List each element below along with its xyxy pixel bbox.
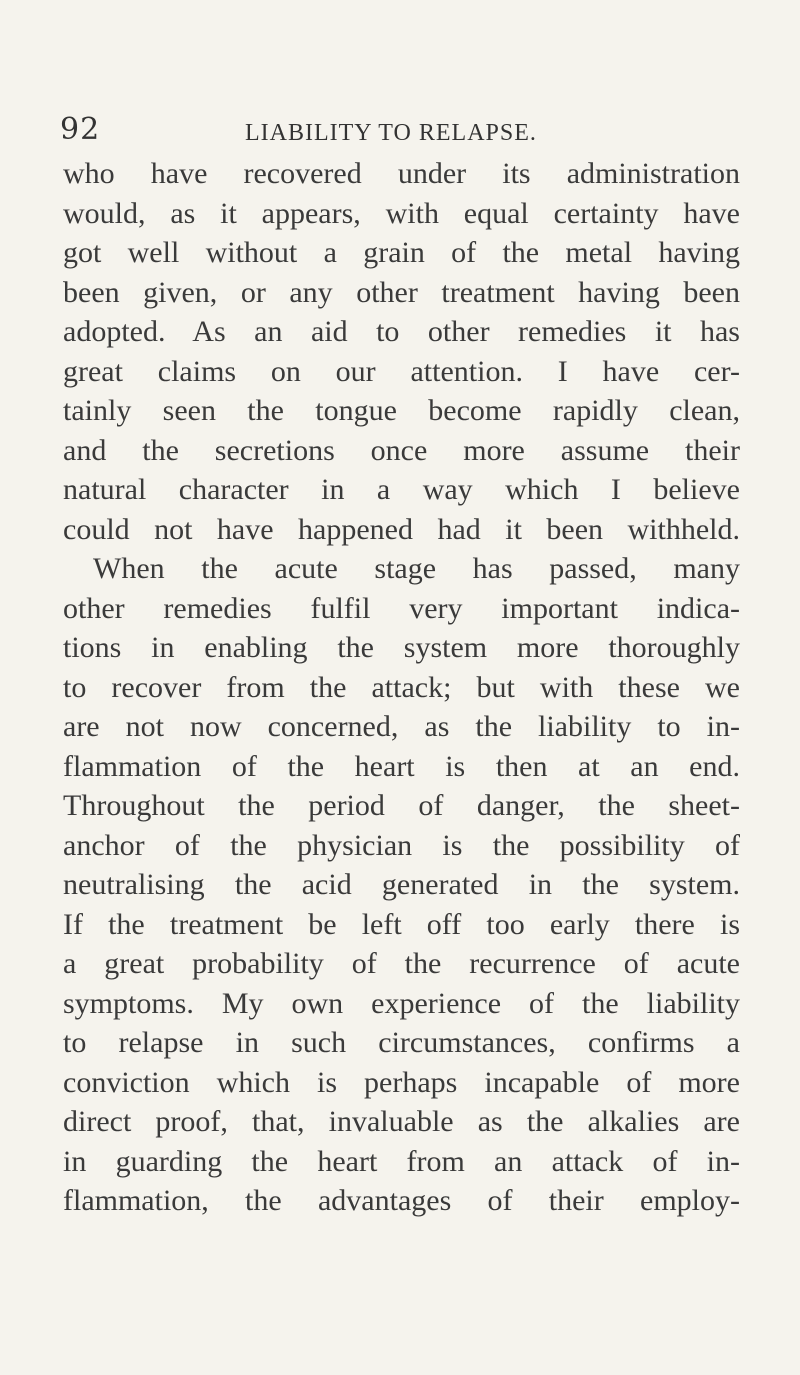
- text-line: tions in enabling the system more thoroughly: [63, 631, 740, 664]
- text-line: flammation, the advantages of their employ-: [63, 1184, 740, 1217]
- text-line: symptoms. My own experience of the liability: [63, 986, 740, 1020]
- page-header: [60, 112, 740, 152]
- text-line: and the secretions once more assume their: [63, 433, 740, 467]
- text-line: conviction which is perhaps incapable of more: [63, 1065, 740, 1099]
- text-line: anchor of the physician is the possibility of: [63, 828, 740, 862]
- text-line: to relapse in such circumstances, confirms a: [63, 1026, 740, 1059]
- text-line: If the treatment be left off too early there is: [63, 907, 740, 941]
- text-line: great claims on our attention. I have cer-: [63, 354, 740, 388]
- text-line: to recover from the attack; but with these we: [63, 670, 740, 704]
- text-line: been given, or any other treatment having been: [63, 275, 740, 309]
- text-line: adopted. As an aid to other remedies it has: [63, 315, 740, 348]
- text-line: in guarding the heart from an attack of in-: [63, 1144, 740, 1178]
- running-head: LIABILITY TO RELAPSE.: [245, 120, 537, 146]
- text-line: could not have happened had it been withheld.: [63, 512, 740, 546]
- text-line: natural character in a way which I believe: [63, 473, 740, 506]
- text-line: When the acute stage has passed, many: [93, 552, 740, 585]
- text-line: Throughout the period of danger, the sheet-: [63, 789, 740, 822]
- text-line: got well without a grain of the metal having: [63, 236, 740, 269]
- text-line: neutralising the acid generated in the system.: [63, 868, 740, 901]
- page-number: 92: [60, 112, 101, 147]
- text-line: who have recovered under its administration: [63, 157, 740, 190]
- text-line: other remedies fulfil very important indica-: [63, 591, 740, 625]
- body-text: [63, 154, 740, 1221]
- text-line: flammation of the heart is then at an end.: [63, 749, 740, 783]
- text-line: are not now concerned, as the liability to in-: [63, 710, 740, 743]
- text-line: tainly seen the tongue become rapidly clean,: [63, 394, 740, 427]
- text-line: a great probability of the recurrence of acute: [63, 947, 740, 980]
- text-line: direct proof, that, invaluable as the alkalies are: [63, 1105, 740, 1138]
- text-line: would, as it appears, with equal certainty have: [63, 196, 740, 230]
